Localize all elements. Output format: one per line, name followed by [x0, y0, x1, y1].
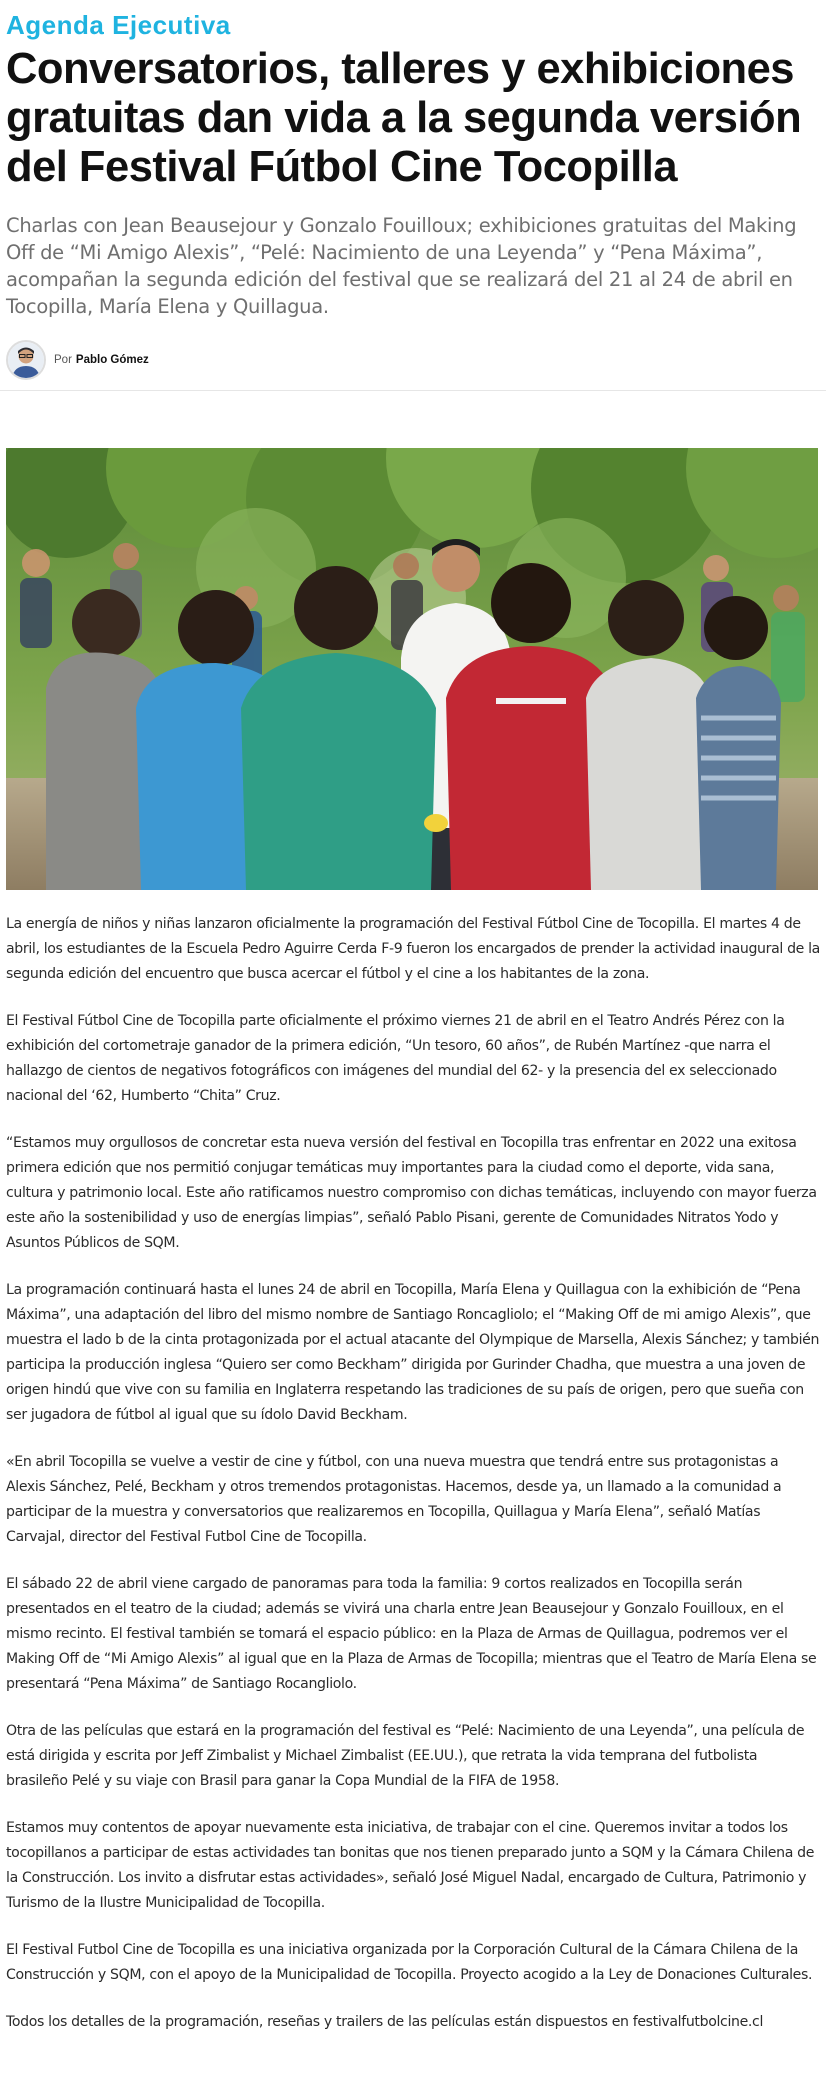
body-paragraph-10: Todos los detalles de la programación, reseñas y trailers de las películas están dispuestos en festivalfutbolcine.cl — [6, 2014, 764, 2030]
article-page — [0, 10, 826, 382]
article-body — [6, 912, 820, 2057]
body-paragraph-2: El Festival Fútbol Cine de Tocopilla parte oficialmente el próximo viernes 21 de abril en el Teatro Andrés Pérez con la exhibición del cortometraje ganador de la primera edición, “Un tesoro, 60 años”, de Rubén Martínez -que narra el hallazgo de cientos de negativos fotográficos con imágenes del mundial del 62- y la presencia del ex seleccionado nacional del ‘62, Humberto “Chita” Cruz. — [6, 1013, 785, 1104]
body-paragraph-7: Otra de las películas que estará en la programación del festival es “Pelé: Nacimiento de una Leyenda”, una película de está dirigida y escrita por Jeff Zimbalist y Michael Zimbalist (EE.UU.), que retrata la vida temprana del futbolista brasileño Pelé y su viaje con Brasil para ganar la Copa Mundial de la FIFA de 1958. — [6, 1723, 805, 1789]
author-name-link[interactable]: Pablo Gómez — [75, 354, 149, 366]
body-paragraph-1: La energía de niños y niñas lanzaron oficialmente la programación del Festival Fútbol Cine de Tocopilla. El martes 4 de abril, los estudiantes de la Escuela Pedro Aguirre Cerda F-9 fueron los encargados de prender la actividad inaugural de la segunda edición del encuentro que busca acercar el fútbol y el cine a los habitantes de la zona. — [6, 916, 820, 982]
body-paragraph-9: El Festival Futbol Cine de Tocopilla es una iniciativa organizada por la Corporación Cultural de la Cámara Chilena de la Construcción y SQM, con el apoyo de la Municipalidad de Tocopilla. Proyecto acogido a la Ley de Donaciones Culturales. — [6, 1942, 813, 1983]
hero-photo — [6, 448, 818, 890]
body-paragraph-8: Estamos muy contentos de apoyar nuevamente esta iniciativa, de trabajar con el cine. Queremos invitar a todos los tocopillanos a participar de estas actividades tan bonitas que nos tienen preparado junto a SQM y la Cámara Chilena de la Construcción. Los invito a disfrutar estas actividades», señaló José Miguel Nadal, encargado de Cultura, Patrimonio y Turismo de la Ilustre Municipalidad de Tocopilla. — [6, 1820, 815, 1911]
category-link[interactable]: Agenda Ejecutiva — [6, 10, 231, 40]
article-deck: Charlas con Jean Beausejour y Gonzalo Fouilloux; exhibiciones gratuitas del Making Off de “Mi Amigo Alexis”, “Pelé: Nacimiento de una Leyenda” y “Pena Máxima”, acompañan la segunda edición del festival que se realizará del 21 al 24 de abril en Tocopilla, María Elena y Quillagua. — [6, 214, 797, 318]
avatar-portrait-icon — [8, 342, 44, 378]
byline-prefix: Por — [54, 354, 72, 366]
body-paragraph-3: “Estamos muy orgullosos de concretar esta nueva versión del festival en Tocopilla tras enfrentar en 2022 una exitosa primera edición que nos permitió conjugar temáticas muy importantes para la ciudad como el deporte, vida sana, cultura y patrimonio local. Este año ratificamos nuestro compromiso con dichas temáticas, incluyendo con mayor fuerza este año la sostenibilidad y uso de energías limpias”, señaló Pablo Pisani, gerente de Comunidades Nitratos Yodo y Asuntos Públicos de SQM. — [6, 1135, 817, 1251]
children-soccer-group-photo — [6, 448, 818, 890]
header-divider — [0, 390, 826, 391]
byline — [6, 338, 820, 382]
body-paragraph-5: «En abril Tocopilla se vuelve a vestir de cine y fútbol, con una nueva muestra que tendrá entre sus protagonistas a Alexis Sánchez, Pelé, Beckham y otros tremendos protagonistas. Hacemos, desde ya, un llamado a la comunidad a participar de la muestra y conversatorios que realizaremos en Tocopilla, Quillagua y María Elena”, señaló Matías Carvajal, director del Festival Futbol Cine de Tocopilla. — [6, 1454, 782, 1545]
article-title: Conversatorios, talleres y exhibiciones gratuitas dan vida a la segunda versión del Festival Fútbol Cine Tocopilla — [6, 45, 802, 191]
body-paragraph-4: La programación continuará hasta el lunes 24 de abril en Tocopilla, María Elena y Quillagua con la exhibición de “Pena Máxima”, una adaptación del libro del mismo nombre de Santiago Roncagliolo; el “Making Off de mi amigo Alexis”, que muestra el lado b de la cinta protagonizada por el actual atacante del Olympique de Marsella, Alexis Sánchez; y también participa la producción inglesa “Quiero ser como Beckham” dirigida por Gurinder Chadha, que muestra a una joven de origen hindú que vive con su familia en Inglaterra respetando las tradiciones de su país de origen, pero que sueña con ser jugadora de fútbol al igual que su ídolo David Beckham. — [6, 1282, 820, 1423]
author-avatar[interactable] — [6, 340, 46, 380]
body-paragraph-6: El sábado 22 de abril viene cargado de panoramas para toda la familia: 9 cortos realizados en Tocopilla serán presentados en el teatro de la ciudad; además se vivirá una charla entre Jean Beausejour y Gonzalo Fouilloux, en el mismo recinto. El festival también se tomará el espacio público: en la Plaza de Armas de Quillagua, podremos ver el Making Off de “Mi Amigo Alexis” al igual que en la Plaza de Armas de Tocopilla; mientras que el Teatro de María Elena se presentará “Pena Máxima” de Santiago Rocangliolo. — [6, 1576, 817, 1692]
